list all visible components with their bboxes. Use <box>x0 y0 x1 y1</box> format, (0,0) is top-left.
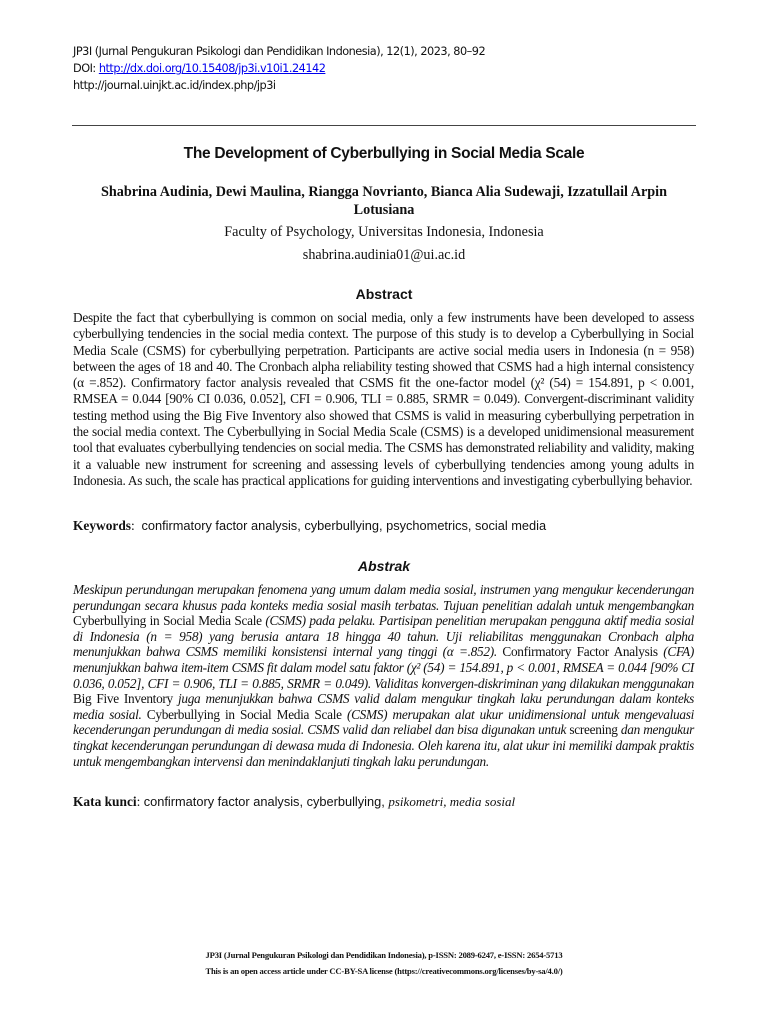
abstrak-segment: (CSMS) pada pelaku. Partisipan penelitian merupakan pengguna aktif media sosial di Indonesia (n = 958) yang berusia antara 18 hingga 40 tahun. Uji reliabilitas menggunakan Cronbach alpha menunjukkan bahwa CSMS memiliki konsistensi internal yang tinggi (α =.852). <box>73 613 694 660</box>
paper-title: The Development of Cyberbullying in Social Media Scale <box>183 145 585 162</box>
abstract-text: Despite the fact that cyberbullying is common on social media, only a few instruments have been developed to assess cyberbullying tendencies in the social media context. The purpose of this study is to develop a Cyberbullying in Social Media Scale (CSMS) for cyberbullying perpetration. Participants are active social media users in Indonesia (n = 958) between the ages of 18 and 40. The Cronbach alpha reliability testing showed that CSMS had a high internal consistency (α =.852). Confirmatory factor analysis revealed that CSMS fit the one-factor model (χ² (54) = 154.891, p < 0.001, RMSEA = 0.044 [90% CI 0.036, 0.052], CFI = 0.906, TLI = 0.885, SRMR = 0.049). Convergent-discriminant validity testing method using the Big Five Inventory also showed that CSMS is valid in measuring cyberbullying perpetration in the social media context. The Cyberbullying in Social Media Scale (CSMS) is a developed unidimensional measurement tool that evaluates cyberbullying tendencies on social media. The CSMS has demonstrated reliability and validity, making it a valuable new instrument for screening and assessing levels of cyberbullying tendencies among young adults in Indonesia. As such, the scale has practical applications for guiding interventions and investigating cyberbullying behavior. <box>73 310 694 488</box>
abstrak-segment: Cyberbullying in Social Media Scale <box>146 706 342 722</box>
abstrak-text <box>73 582 694 769</box>
corresponding-email: shabrina.audinia01@ui.ac.id <box>302 247 466 263</box>
header-divider <box>72 125 696 126</box>
journal-url: http://journal.uinjkt.ac.id/index.php/jp3i <box>73 79 276 92</box>
abstrak-segment: Big Five Inventory <box>73 691 173 707</box>
abstrak-segment: Meskipun perundungan merupakan fenomena yang umum dalam media sosial, instrumen yang mengukur kecenderungan perundungan secara khusus pada konteks media sosial masih terbatas. Tujuan penelitian adalah untuk mengembangkan <box>73 582 694 613</box>
abstrak-segment: (CFA) menunjukkan bahwa item-item CSMS fit dalam model satu faktor (χ² (54) = 154.891, p < 0.001, RMSEA = 0.044 [90% CI 0.036, 0.052], CFI = 0.906, TLI = 0.885, SRMR = 0.049). Validitas konvergen-diskriminan yang dilakukan menggunakan <box>73 644 695 691</box>
affiliation: Faculty of Psychology, Universitas Indonesia, Indonesia <box>224 224 544 240</box>
keywords-line: Keywords: confirmatory factor analysis, cyberbullying, psychometrics, social media <box>73 518 547 533</box>
abstrak-segment: screening <box>569 722 618 738</box>
kata-kunci-line: Kata kunci: confirmatory factor analysis, cyberbullying, psikometri, media sosial <box>73 794 516 809</box>
abstrak-segment: juga menunjukkan bahwa CSMS valid dalam mengukur tingkah laku perundungan dalam konteks media sosial. <box>73 691 694 722</box>
journal-citation: JP3I (Jurnal Pengukuran Psikologi dan Pendidikan Indonesia), 12(1), 2023, 80–92 <box>73 45 486 58</box>
author-list: Shabrina Audinia, Dewi Maulina, Riangga Novrianto, Bianca Alia Sudewaji, Izzatullail Arpin Lotusiana <box>100 184 667 218</box>
abstract-heading: Abstract <box>355 286 413 302</box>
journal-header <box>73 43 485 94</box>
keywords-list: confirmatory factor analysis, cyberbullying, psychometrics, social media <box>141 518 547 533</box>
abstrak-segment: Cyberbullying in Social Media Scale <box>73 613 262 629</box>
kata-kunci-list: confirmatory factor analysis, cyberbullying, <box>143 794 389 809</box>
doi-line <box>73 60 485 77</box>
kata-kunci-label: Kata kunci <box>73 794 137 809</box>
keywords-label: Keywords <box>73 518 132 533</box>
abstrak-segment: dan mengukur tingkat kecenderungan perundungan di dewasa muda di Indonesia. Oleh karena itu, alat ukur ini memiliki dampak praktis untuk mengembangkan intervensi dan menindaklanjuti tingkah laku perundungan. <box>73 722 694 769</box>
doi-label: DOI: <box>73 62 96 75</box>
footer-issn: JP3I (Jurnal Pengukuran Psikologi dan Pendidikan Indonesia), p-ISSN: 2089-6247, e-ISSN: 2654-5713 <box>205 950 563 960</box>
abstrak-segment: Confirmatory Factor Analysis <box>502 644 658 660</box>
footer-license: This is an open access article under CC-BY-SA license (https://creativecommons.org/licenses/by-sa/4.0/) <box>205 966 563 976</box>
kata-kunci-italic: psikometri, media sosial <box>388 794 516 809</box>
doi-link[interactable]: http://dx.doi.org/10.15408/jp3i.v10i1.24142 <box>98 62 326 75</box>
abstrak-segment: (CSMS) merupakan alat ukur unidimensional untuk mengevaluasi kecenderungan perundungan di media sosial. CSMS valid dan reliabel dan bisa digunakan untuk <box>73 706 694 738</box>
abstrak-heading: Abstrak <box>357 558 411 574</box>
